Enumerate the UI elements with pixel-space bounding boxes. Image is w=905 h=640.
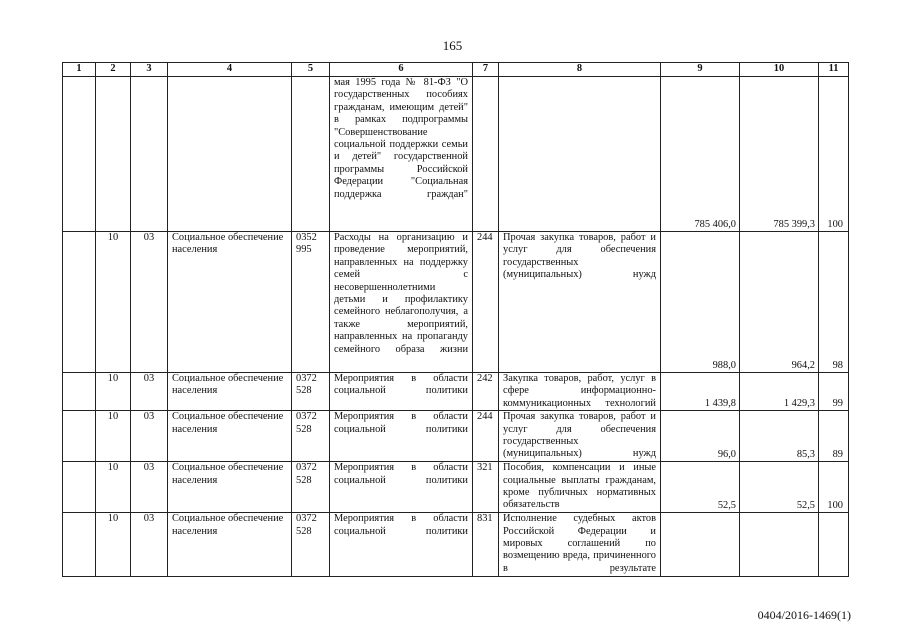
cell-target-code: 0372 528	[292, 373, 330, 411]
cell-planned	[661, 513, 740, 577]
cell-c1	[63, 513, 96, 577]
cell-subsection: 03	[131, 373, 168, 411]
col-header-11: 11	[819, 63, 849, 77]
cell-expense-name: Пособия, компенсации и иные социальные выплаты гражданам, кроме публичных нормативных обязательств	[499, 462, 661, 513]
col-header-3: 3	[131, 63, 168, 77]
cell-expense-code: 242	[473, 373, 499, 411]
cell-expense-code: 831	[473, 513, 499, 577]
cell-percent: 99	[819, 373, 849, 411]
cell-percent: 100	[819, 77, 849, 232]
cell-subsection: 03	[131, 462, 168, 513]
cell-target-name: Расходы на организацию и проведение мероприятий, направленных на поддержку семей с несовершеннолетними детьми и профилактику семейного неблагополучия, а также мероприятий, направленных на пропаганду семейного образа жизни	[330, 232, 473, 373]
cell-target-code: 0372 528	[292, 513, 330, 577]
cell-target-code: 0372 528	[292, 411, 330, 462]
col-header-2: 2	[96, 63, 131, 77]
cell-expense-code: 244	[473, 232, 499, 373]
cell-expense-code	[473, 77, 499, 232]
table-row	[63, 373, 849, 411]
col-header-8: 8	[499, 63, 661, 77]
cell-section-name: Социальное обеспечение населения	[168, 513, 292, 577]
table-row	[63, 513, 849, 577]
table-row	[63, 77, 849, 232]
cell-target-name: Мероприятия в области социальной политики	[330, 462, 473, 513]
cell-c1	[63, 77, 96, 232]
cell-executed	[740, 513, 819, 577]
cell-expense-name: Исполнение судебных актов Российской Федерации и мировых соглашений по возмещению вреда, причиненного в результате	[499, 513, 661, 577]
cell-section-name	[168, 77, 292, 232]
header-row	[63, 63, 849, 77]
col-header-4: 4	[168, 63, 292, 77]
cell-section: 10	[96, 373, 131, 411]
cell-subsection: 03	[131, 232, 168, 373]
cell-section: 10	[96, 462, 131, 513]
cell-executed: 1 429,3	[740, 373, 819, 411]
cell-c1	[63, 373, 96, 411]
budget-table	[62, 62, 849, 577]
page-number: 165	[442, 38, 463, 53]
cell-c1	[63, 462, 96, 513]
cell-target-name: Мероприятия в области социальной политики	[330, 411, 473, 462]
col-header-9: 9	[661, 63, 740, 77]
cell-expense-name: Закупка товаров, работ, услуг в сфере информационно-коммуникационных технологий	[499, 373, 661, 411]
col-header-1: 1	[63, 63, 96, 77]
cell-subsection	[131, 77, 168, 232]
cell-section-name: Социальное обеспечение населения	[168, 411, 292, 462]
cell-target-code: 0352 995	[292, 232, 330, 373]
col-header-6: 6	[330, 63, 473, 77]
cell-section-name: Социальное обеспечение населения	[168, 462, 292, 513]
cell-target-code: 0372 528	[292, 462, 330, 513]
table-row	[63, 232, 849, 373]
cell-percent: 89	[819, 411, 849, 462]
cell-expense-name: Прочая закупка товаров, работ и услуг для обеспечения государственных (муниципальных) нужд	[499, 411, 661, 462]
cell-expense-name: Прочая закупка товаров, работ и услуг для обеспечения государственных (муниципальных) нужд	[499, 232, 661, 373]
cell-executed: 964,2	[740, 232, 819, 373]
cell-expense-name	[499, 77, 661, 232]
cell-planned: 988,0	[661, 232, 740, 373]
cell-section-name: Социальное обеспечение населения	[168, 373, 292, 411]
cell-percent	[819, 513, 849, 577]
cell-c1	[63, 411, 96, 462]
cell-planned: 785 406,0	[661, 77, 740, 232]
col-header-5: 5	[292, 63, 330, 77]
cell-planned: 52,5	[661, 462, 740, 513]
cell-target-name: Мероприятия в области социальной политики	[330, 373, 473, 411]
cell-section-name: Социальное обеспечение населения	[168, 232, 292, 373]
document-code: 0404/2016-1469(1)	[757, 608, 851, 622]
cell-section	[96, 77, 131, 232]
cell-target-code	[292, 77, 330, 232]
cell-executed: 85,3	[740, 411, 819, 462]
cell-planned: 96,0	[661, 411, 740, 462]
cell-target-name: Мероприятия в области социальной политики	[330, 513, 473, 577]
cell-expense-code: 321	[473, 462, 499, 513]
cell-percent: 100	[819, 462, 849, 513]
cell-executed: 52,5	[740, 462, 819, 513]
table-row	[63, 462, 849, 513]
cell-target-name: мая 1995 года № 81-ФЗ "О государственных пособиях гражданам, имеющим детей" в рамках подпрограммы "Совершенствование социальной поддержки семьи и детей" государственной программы Российской Федерации "Социальная поддержка граждан"	[330, 77, 473, 232]
cell-section: 10	[96, 513, 131, 577]
cell-expense-code: 244	[473, 411, 499, 462]
table-row	[63, 411, 849, 462]
cell-subsection: 03	[131, 411, 168, 462]
cell-executed: 785 399,3	[740, 77, 819, 232]
col-header-10: 10	[740, 63, 819, 77]
cell-planned: 1 439,8	[661, 373, 740, 411]
cell-section: 10	[96, 411, 131, 462]
cell-c1	[63, 232, 96, 373]
cell-percent: 98	[819, 232, 849, 373]
col-header-7: 7	[473, 63, 499, 77]
cell-subsection: 03	[131, 513, 168, 577]
cell-section: 10	[96, 232, 131, 373]
